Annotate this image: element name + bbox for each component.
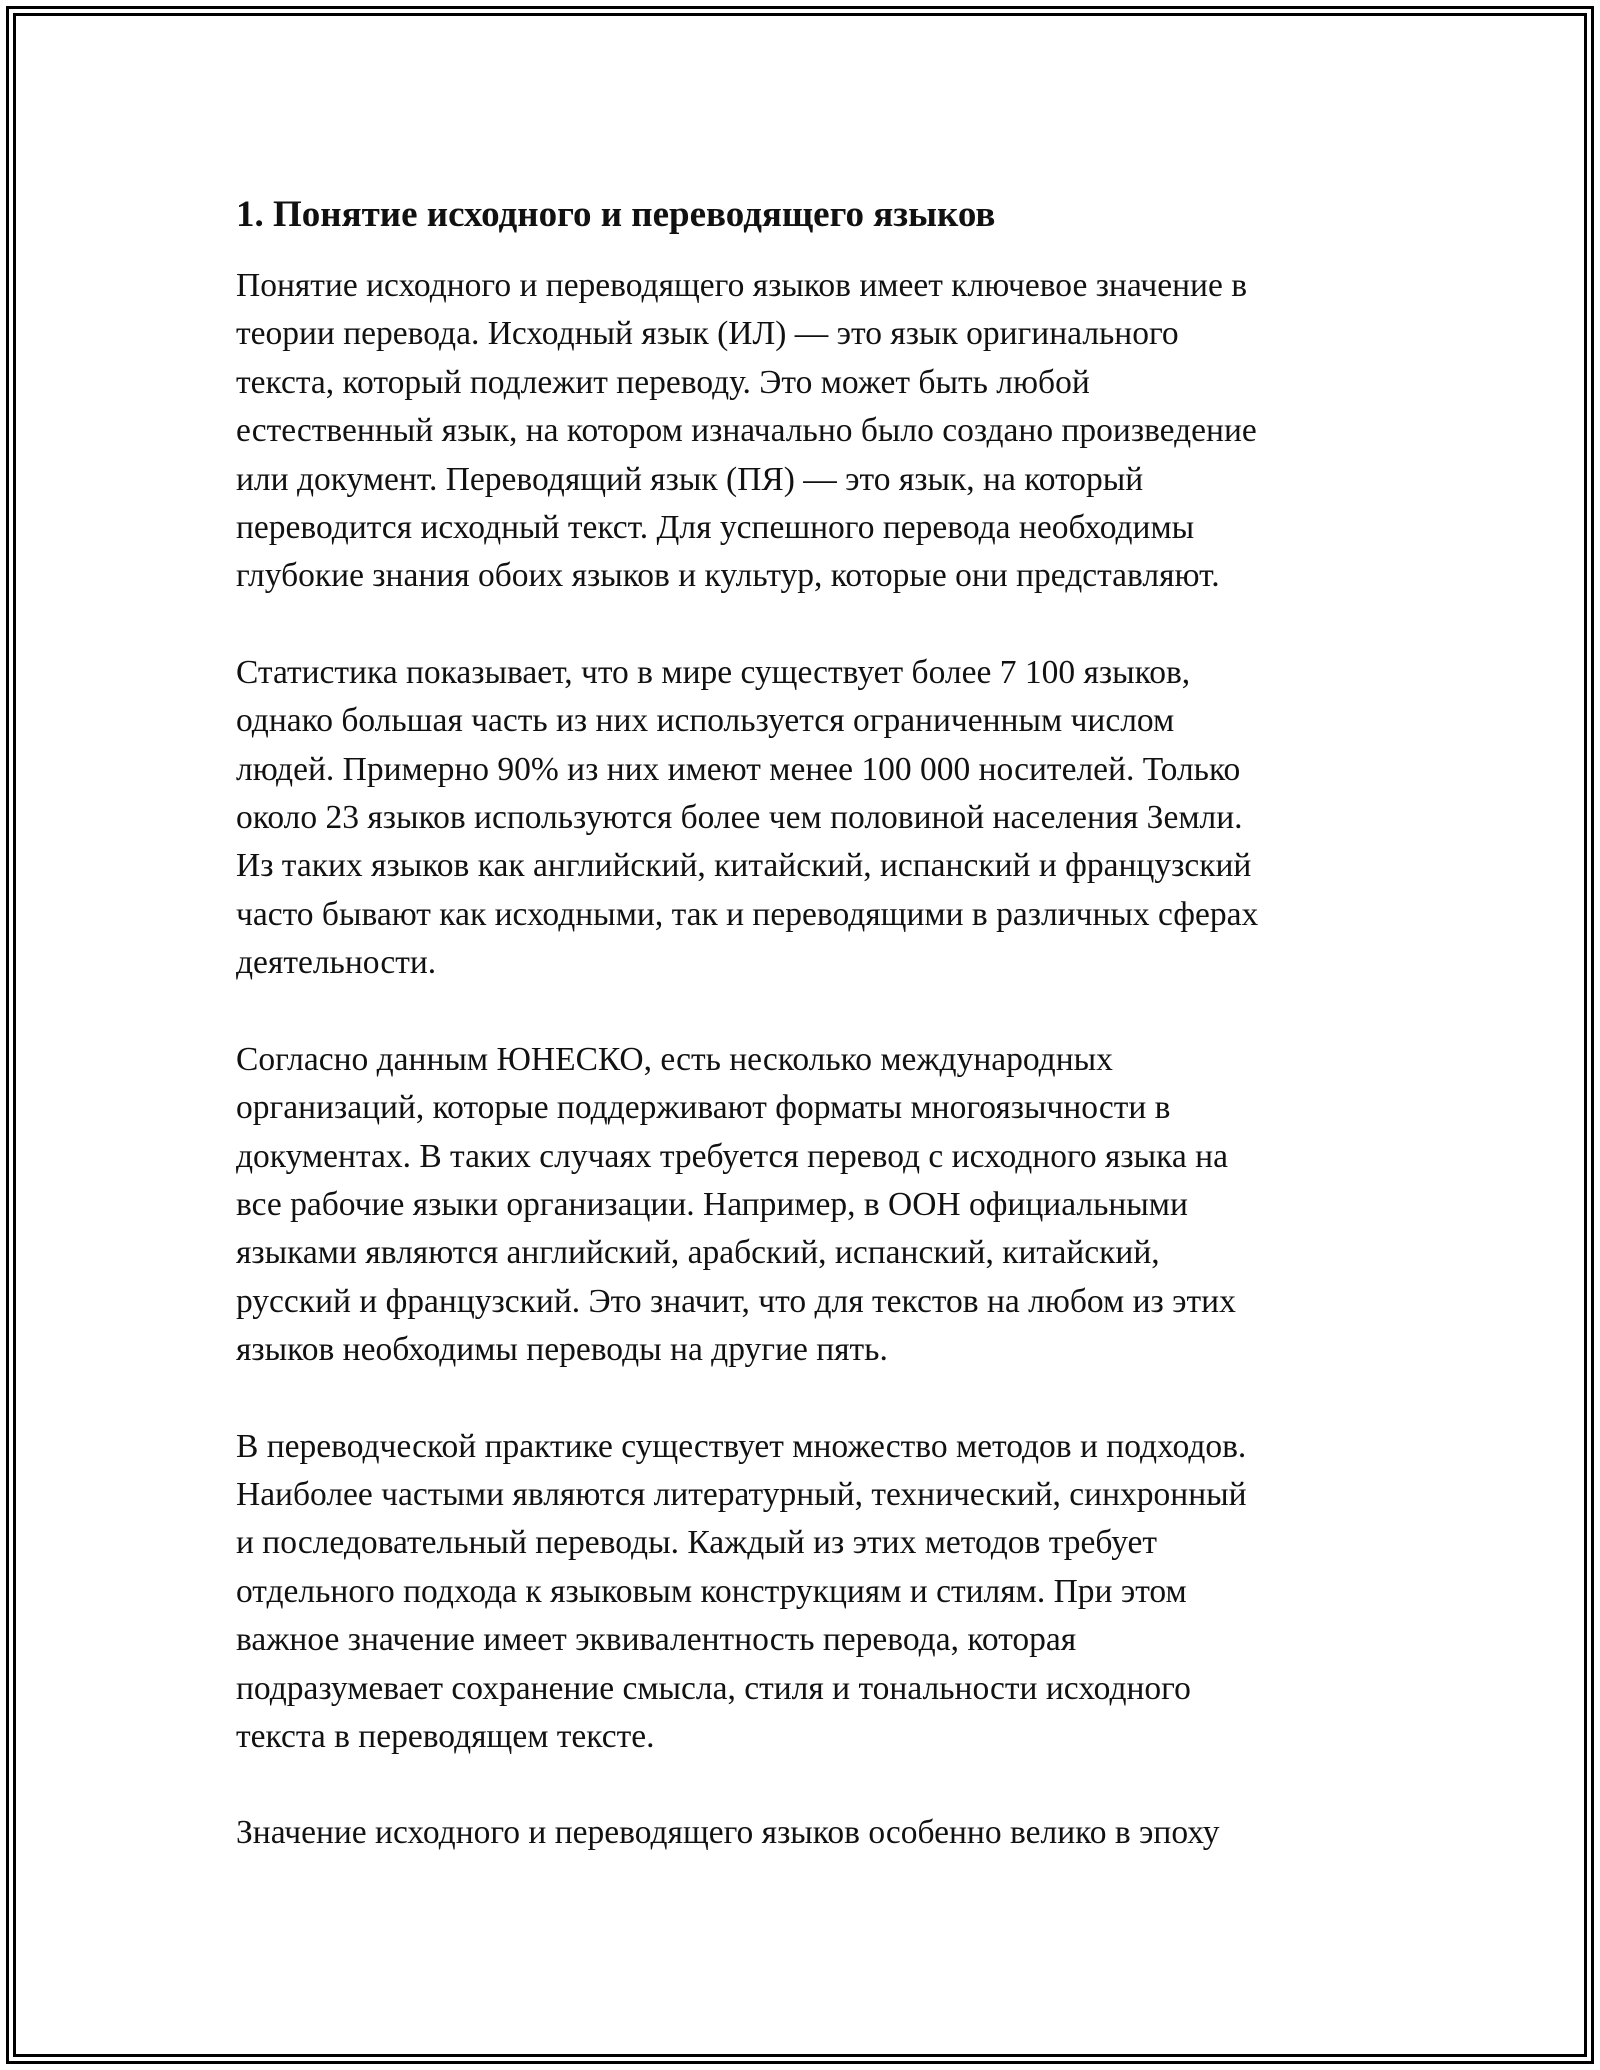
paragraph-line: языков необходимы переводы на другие пять.: [236, 1331, 888, 1369]
document-body: [236, 188, 1376, 1906]
section-heading: 1. Понятие исходного и переводящего языков: [236, 194, 996, 235]
paragraph-line: отдельного подхода к языковым конструкциям и стилям. При этом: [236, 1572, 1187, 1610]
paragraph-line: людей. Примерно 90% из них имеют менее 100 000 носителей. Только: [236, 750, 1241, 788]
paragraph-line: однако большая часть из них используется ограниченным числом: [236, 702, 1175, 740]
paragraph-line: русский и французский. Это значит, что для текстов на любом из этих: [236, 1282, 1236, 1320]
paragraph-line: или документ. Переводящий язык (ПЯ) — это язык, на который: [236, 460, 1144, 498]
paragraph-line: Из таких языков как английский, китайский, испанский и французский: [236, 847, 1252, 885]
paragraph-line: деятельности.: [236, 944, 437, 982]
paragraph-line: переводится исходный текст. Для успешного перевода необходимы: [236, 509, 1195, 547]
paragraph-line: Согласно данным ЮНЕСКО, есть несколько международных: [236, 1040, 1113, 1078]
paragraph-line: и последовательный переводы. Каждый из этих методов требует: [236, 1524, 1158, 1562]
paragraph-unesco-organizations: [236, 1036, 1376, 1375]
paragraph-line: В переводческой практике существует множество методов и подходов.: [236, 1427, 1247, 1465]
paragraph-line: Наиболее частыми являются литературный, технический, синхронный: [236, 1475, 1247, 1513]
paragraph-line: языками являются английский, арабский, испанский, китайский,: [236, 1234, 1160, 1272]
paragraph-line: Статистика показывает, что в мире существует более 7 100 языков,: [236, 653, 1191, 691]
paragraph-line: естественный язык, на котором изначально было создано произведение: [236, 412, 1257, 450]
paragraph-line: важное значение имеет эквивалентность перевода, которая: [236, 1621, 1077, 1659]
paragraph-significance: [236, 1809, 1376, 1857]
paragraph-line: подразумевает сохранение смысла, стиля и тональности исходного: [236, 1669, 1191, 1707]
paragraph-line: текста, который подлежит переводу. Это может быть любой: [236, 363, 1090, 401]
paragraph-line: Понятие исходного и переводящего языков имеет ключевое значение в: [236, 267, 1248, 304]
paragraph-language-statistics: [236, 649, 1376, 988]
paragraph-source-target-definition: [236, 262, 1376, 601]
paragraph-line: около 23 языков используются более чем половиной населения Земли.: [236, 799, 1243, 837]
paragraph-line: текста в переводящем тексте.: [236, 1717, 655, 1755]
paragraph-line: документах. В таких случаях требуется перевод с исходного языка на: [236, 1137, 1228, 1175]
paragraph-line: часто бывают как исходными, так и переводящими в различных сферах: [236, 895, 1259, 933]
paragraph-line: все рабочие языки организации. Например, в ООН официальными: [236, 1185, 1188, 1223]
paragraph-line: организаций, которые поддерживают форматы многоязычности в: [236, 1089, 1171, 1127]
paragraph-line: теории перевода. Исходный язык (ИЛ) — это язык оригинального: [236, 315, 1179, 353]
paragraph-line: Значение исходного и переводящего языков особенно велико в эпоху: [236, 1814, 1220, 1852]
paragraph-line: глубокие знания обоих языков и культур, которые они представляют.: [236, 557, 1220, 595]
paragraph-translation-methods: [236, 1423, 1376, 1762]
